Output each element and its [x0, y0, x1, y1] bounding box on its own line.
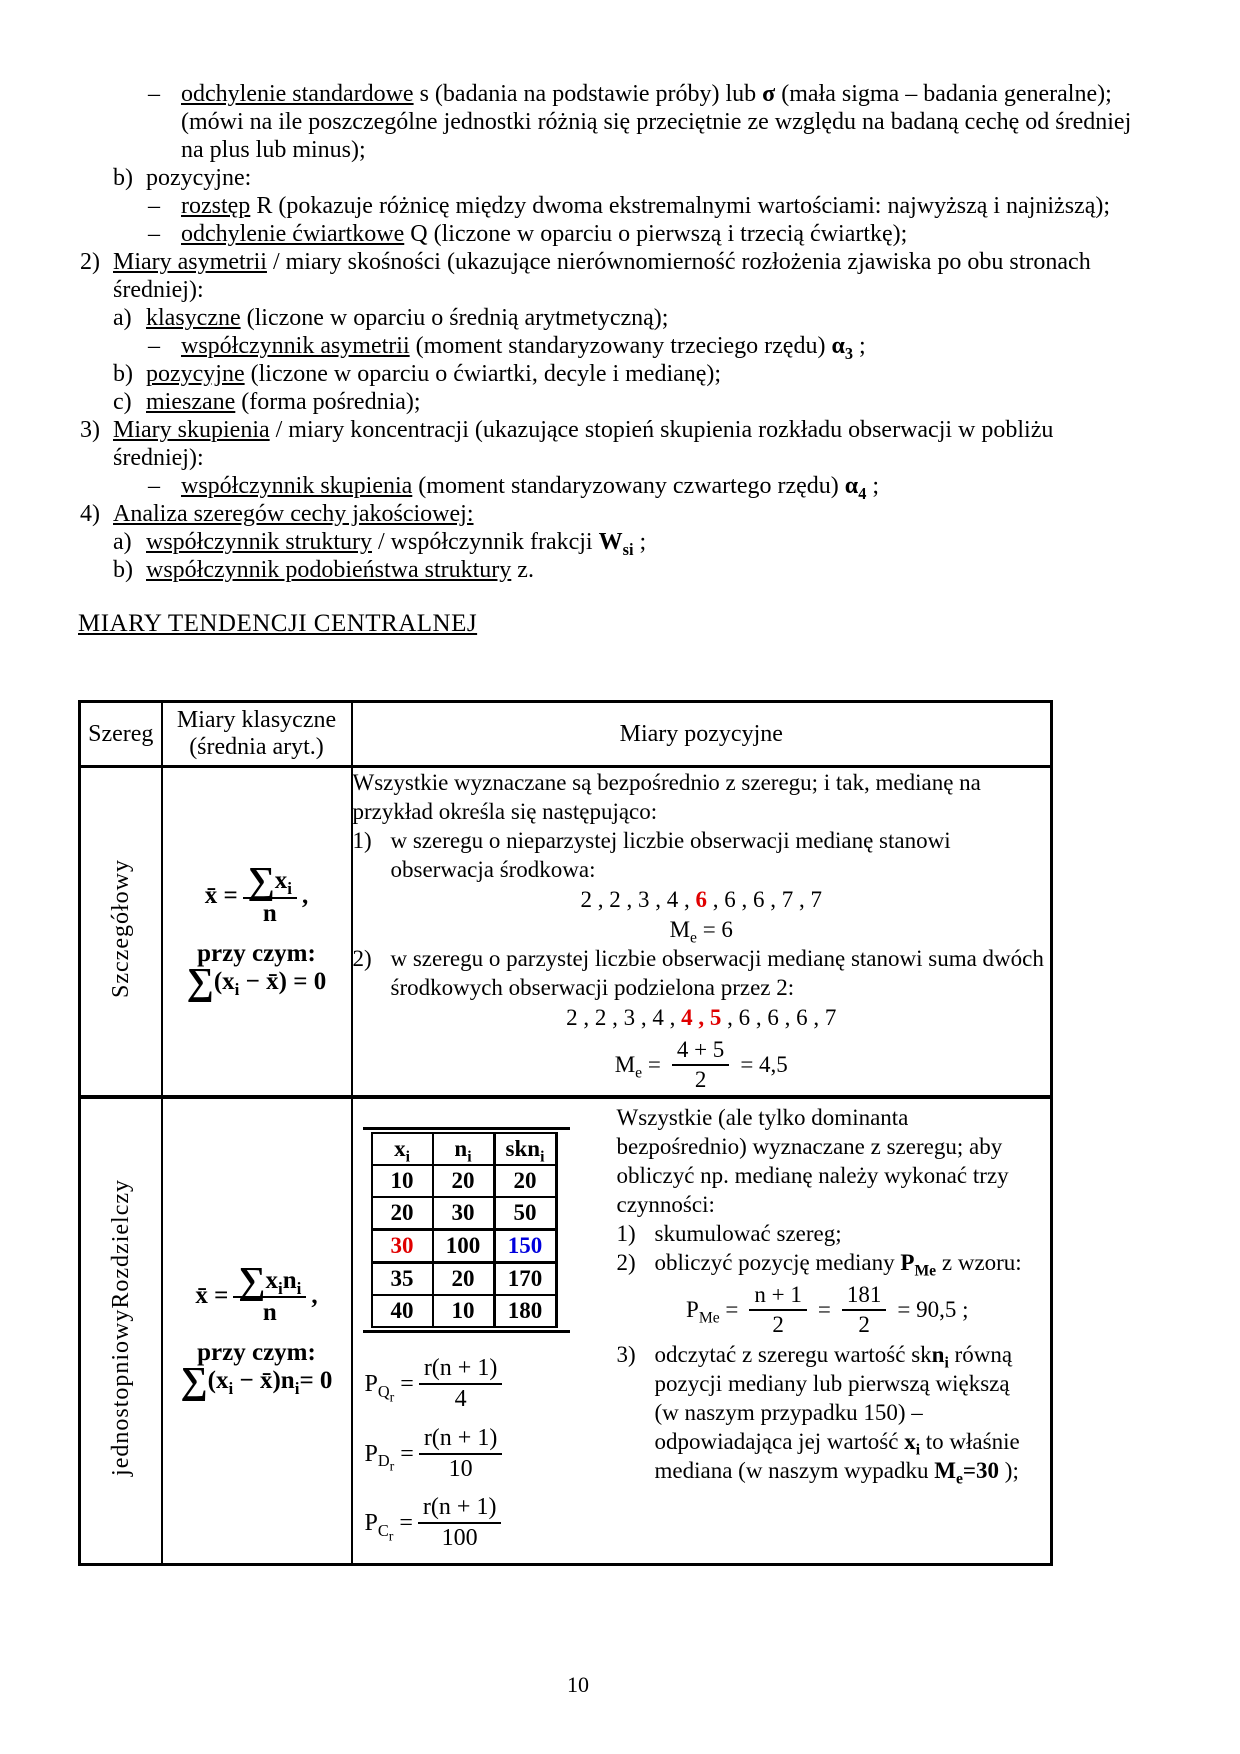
- underlined-term: odchylenie ćwiartkowe: [181, 221, 405, 247]
- median-result-2: $M_e$ = $\frac{4 + 5}{2}$ = 4,5: [614, 1037, 788, 1092]
- freq-cell: 35: [372, 1263, 433, 1296]
- numbered-item-2: 2) w szeregu o parzystej liczbie obserwacji medianę stanowi suma dwóch środkowych obserwacji podzielona przez 2:: [352, 946, 1044, 1000]
- positional-measures-cell: [352, 767, 1052, 1098]
- page-content: [78, 80, 1140, 1566]
- table-header-row: [80, 702, 1052, 767]
- sigma-symbol: σ: [762, 81, 776, 107]
- dash-marker: –: [148, 221, 160, 247]
- dash-marker: –: [148, 193, 160, 219]
- list-item-mieszane: [78, 388, 1140, 416]
- sum-symbol: ∑: [180, 1360, 208, 1403]
- wsi-symbol: $W_{si}$: [598, 529, 634, 559]
- list-text: współczynnik struktury / współczynnik frakcji $W_{si}$ ;: [146, 529, 647, 559]
- underlined-term: Analiza szeregów cechy jakościowej:: [113, 501, 474, 527]
- underlined-term: klasyczne: [146, 305, 241, 331]
- przy-czym-label: przy czym:: [197, 939, 316, 967]
- classic-formula-cell: [162, 767, 352, 1098]
- page-number: 10: [567, 1672, 589, 1697]
- dash-marker: –: [148, 333, 160, 359]
- freq-cell: 20: [433, 1263, 495, 1296]
- numbered-item-1: 1) skumulować szereg;: [616, 1221, 842, 1247]
- numbered-item-3: 3) odczytać z szeregu wartość skn$_i$ równą pozycji mediany lub pierwszą większą (w naszym przypadku 150) – odpowiadająca jej wartość $x_i$ to właśnie mediana (w naszym wypadku $M_e=30$ );: [616, 1342, 1020, 1488]
- section-heading: MIARY TENDENCJI CENTRALNEJ: [78, 610, 478, 637]
- freq-header-ni: $n_i$: [433, 1133, 495, 1165]
- freq-cell: 20: [494, 1165, 556, 1197]
- number-marker: 1): [616, 1221, 636, 1247]
- fraction: $\frac{n + 1}{2}$: [749, 1281, 806, 1338]
- fraction: $\frac{181}{2}$: [842, 1281, 887, 1338]
- fraction: $\frac{4 + 5}{2}$: [672, 1036, 729, 1093]
- list-text: pozycyjne:: [146, 165, 252, 191]
- list-item-analiza-szeregow: [78, 500, 1140, 528]
- list-item-miary-skupienia: [78, 416, 1140, 472]
- row-szczegolowy: [80, 767, 1052, 1098]
- number-marker: 1): [352, 828, 372, 853]
- median-value-red: 6: [695, 887, 707, 912]
- list-text: klasyczne (liczone w oparciu o średnią arytmetyczną);: [146, 305, 669, 331]
- list-item-wspolczynnik-asymetrii: [78, 332, 1140, 363]
- list-item-odchylenie-cwiartkowe: [78, 220, 1140, 248]
- fraction: $\frac{\sum x_i}{n}$: [243, 866, 297, 928]
- median-values-red: 4 , 5: [681, 1005, 722, 1030]
- position-formulas: [363, 1354, 611, 1553]
- list-text: odchylenie ćwiartkowe Q (liczone w oparciu o pierwszą i trzecią ćwiartkę);: [181, 221, 908, 247]
- freq-cell: 170: [494, 1263, 556, 1296]
- dash-marker: –: [148, 81, 160, 107]
- letter-marker: b): [113, 557, 133, 583]
- sum-symbol: ∑: [238, 1259, 266, 1302]
- underlined-term: odchylenie standardowe: [181, 81, 414, 107]
- numbered-item-2: 2) obliczyć pozycję mediany $P_{Me}$ z wzoru:: [616, 1250, 1022, 1280]
- fraction: $\frac{\sum x_in_i}{n}$: [233, 1266, 306, 1328]
- freq-header-skni: skn$_i$: [494, 1133, 556, 1165]
- sum-zero-formula: $\sum(x_i$ − x̄) = 0: [186, 960, 327, 1003]
- list-text: pozycyjne (liczone w oparciu o ćwiartki, decyle i medianę);: [146, 361, 722, 387]
- number-marker: 4): [80, 501, 100, 527]
- freq-cell: 10: [372, 1165, 433, 1197]
- centile-position-formula: $P_{C_r}$ = $\frac{r(n + 1)}{100}$: [365, 1493, 611, 1553]
- freq-row: [372, 1295, 557, 1327]
- rotated-label-rozdzielczy: jednostopniowyRozdzielczy: [107, 1179, 134, 1477]
- positional-measures-cell: [352, 1097, 1052, 1564]
- median-position-formula: $P_{Me}$ = $\frac{n + 1}{2}$ = $\frac{181}{2}$ = 90,5 ;: [686, 1282, 969, 1337]
- list-item-pozycyjne: [78, 164, 1140, 192]
- list-item-wspolczynnik-struktury: [78, 528, 1140, 559]
- list-text: współczynnik podobieństwa struktury z.: [146, 557, 534, 583]
- header-miary-klasyczne: Miary klasyczne (średnia aryt.): [162, 702, 352, 767]
- underlined-term: pozycyjne: [146, 361, 245, 387]
- list-item-wspolczynnik-podobienstwa: [78, 556, 1140, 584]
- list-item-odchylenie-standardowe: [78, 80, 1140, 164]
- underlined-term: współczynnik skupienia: [181, 473, 413, 499]
- sum-zero-formula: $\sum(x_i$ − $x̄)n_i= 0$: [180, 1360, 333, 1403]
- freq-cell: 20: [433, 1165, 495, 1197]
- freq-cell: 30: [433, 1197, 495, 1230]
- letter-marker: b): [113, 361, 133, 387]
- fraction: $\frac{r(n + 1)}{100}$: [418, 1493, 502, 1553]
- list-text: Miary skupienia / miary koncentracji (ukazujące stopień skupienia rozkładu obserwacji w pobliżu średniej):: [113, 417, 1054, 471]
- rotated-label-szczegolowy: Szczegółowy: [107, 858, 134, 998]
- list-text: [113, 500, 1140, 528]
- freq-cell: 40: [372, 1295, 433, 1327]
- underlined-term: współczynnik podobieństwa struktury: [146, 557, 512, 583]
- header-miary-pozycyjne: Miary pozycyjne: [352, 702, 1052, 767]
- letter-marker: a): [113, 305, 132, 331]
- list-item-klasyczne: [78, 304, 1140, 332]
- freq-header-xi: $x_i$: [372, 1133, 433, 1165]
- alpha4-symbol: $\alpha_4$: [844, 473, 867, 503]
- freq-cell: 100: [433, 1230, 495, 1263]
- list-item-rozstep: [78, 192, 1140, 220]
- median-instructions: [611, 1099, 1051, 1488]
- list-item-wspolczynnik-skupienia: [78, 472, 1140, 503]
- list-item-miary-asymetrii: [78, 248, 1140, 304]
- freq-cell: 20: [372, 1197, 433, 1230]
- xi-symbol: $x_i$: [904, 1429, 921, 1459]
- freq-cell: 180: [494, 1295, 556, 1327]
- sum-symbol: ∑: [247, 860, 275, 903]
- number-marker: 3): [80, 417, 100, 443]
- freq-cell-mode-x: 30: [372, 1230, 433, 1263]
- paragraph: Wszystkie (ale tylko dominanta bezpośrednio) wyznaczane z szeregu; aby obliczyć np. medianę należy wykonać trzy czynności:: [616, 1105, 1009, 1218]
- freq-row-median: [372, 1230, 557, 1263]
- list-text: Miary asymetrii / miary skośności (ukazujące nierównomierność rozłożenia zjawiska po obu stronach średniej):: [113, 249, 1091, 303]
- decile-position-formula: $P_{D_r}$ = $\frac{r(n + 1)}{10}$: [365, 1424, 611, 1484]
- odd-series: 2 , 2 , 3 , 4 , 6 , 6 , 6 , 7 , 7: [580, 887, 822, 912]
- freq-row: [372, 1165, 557, 1197]
- letter-marker: b): [113, 165, 133, 191]
- row-label-cell: [80, 767, 162, 1098]
- pme-symbol: $P_{Me}$: [900, 1250, 937, 1280]
- central-tendency-table: [78, 700, 1053, 1566]
- fraction: $\frac{r(n + 1)}{4}$: [419, 1354, 503, 1414]
- list-text: rozstęp R (pokazuje różnicę między dwoma ekstremalnymi wartościami: najwyższą i najniższą);: [181, 193, 1110, 219]
- row-label-cell: [80, 1097, 162, 1564]
- paragraph: Wszystkie wyznaczane są bezpośrednio z szeregu; i tak, medianę na przykład określa się następująco:: [352, 770, 981, 824]
- underlined-term: współczynnik struktury: [146, 529, 372, 555]
- list-text: odchylenie standardowe s (badania na podstawie próby) lub σ (mała sigma – badania generalne); (mówi na ile poszczególne jednostki różnią się przeciętnie ze względu na badaną cechę od średniej na plus lub minus);: [181, 81, 1132, 163]
- number-marker: 3): [616, 1342, 636, 1368]
- freq-cell-median-skn: 150: [494, 1230, 556, 1263]
- number-marker: 2): [616, 1250, 636, 1276]
- letter-marker: a): [113, 529, 132, 555]
- list-text: współczynnik asymetrii (moment standaryzowany trzeciego rzędu) $\alpha_3$ ;: [181, 333, 866, 363]
- freq-row: [372, 1263, 557, 1296]
- frequency-table-frame: [363, 1127, 570, 1333]
- underlined-term: współczynnik asymetrii: [181, 333, 410, 359]
- dash-marker: –: [148, 473, 160, 499]
- frequency-table: [371, 1132, 558, 1328]
- row-rozdzielczy: [80, 1097, 1052, 1564]
- numbered-item-1: 1) w szeregu o nieparzystej liczbie obserwacji medianę stanowi obserwacja środkowa:: [352, 828, 951, 882]
- alpha3-symbol: $\alpha_3$: [831, 333, 854, 363]
- me-symbol: $M_e=30$: [934, 1458, 1000, 1488]
- list-text: współczynnik skupienia (moment standaryzowany czwartego rzędu) $\alpha_4$ ;: [181, 473, 880, 503]
- underlined-term: Miary asymetrii: [113, 249, 267, 275]
- frequency-table-column: [353, 1099, 611, 1563]
- weighted-mean-formula: x̄ = $\frac{\sum x_in_i}{n}$ ,: [195, 1259, 318, 1327]
- letter-marker: c): [113, 389, 132, 415]
- freq-cell: 10: [433, 1295, 495, 1327]
- mean-formula: x̄ = $\frac{\sum x_i}{n}$ ,: [204, 860, 309, 927]
- classic-formula-cell: [162, 1097, 352, 1564]
- quartile-position-formula: $P_{Q_r}$ = $\frac{r(n + 1)}{4}$: [365, 1354, 611, 1414]
- freq-row: [372, 1197, 557, 1230]
- median-result-1: $M_e = 6$: [669, 917, 733, 947]
- number-marker: 2): [80, 249, 100, 275]
- header-szereg: Szereg: [80, 702, 162, 767]
- ni-symbol: $n_i$: [931, 1342, 949, 1372]
- even-series: 2 , 2 , 3 , 4 , 4 , 5 , 6 , 6 , 6 , 7: [566, 1005, 837, 1030]
- underlined-term: Miary skupienia: [113, 417, 270, 443]
- fraction: $\frac{r(n + 1)}{10}$: [419, 1424, 503, 1484]
- underlined-term: rozstęp: [181, 193, 251, 219]
- freq-cell: 50: [494, 1197, 556, 1230]
- przy-czym-label: przy czym:: [197, 1339, 316, 1367]
- underlined-term: mieszane: [146, 389, 236, 415]
- list-item-pozycyjne-2: [78, 360, 1140, 388]
- sum-symbol: ∑: [186, 960, 214, 1003]
- list-text: mieszane (forma pośrednia);: [146, 389, 421, 415]
- number-marker: 2): [352, 946, 372, 971]
